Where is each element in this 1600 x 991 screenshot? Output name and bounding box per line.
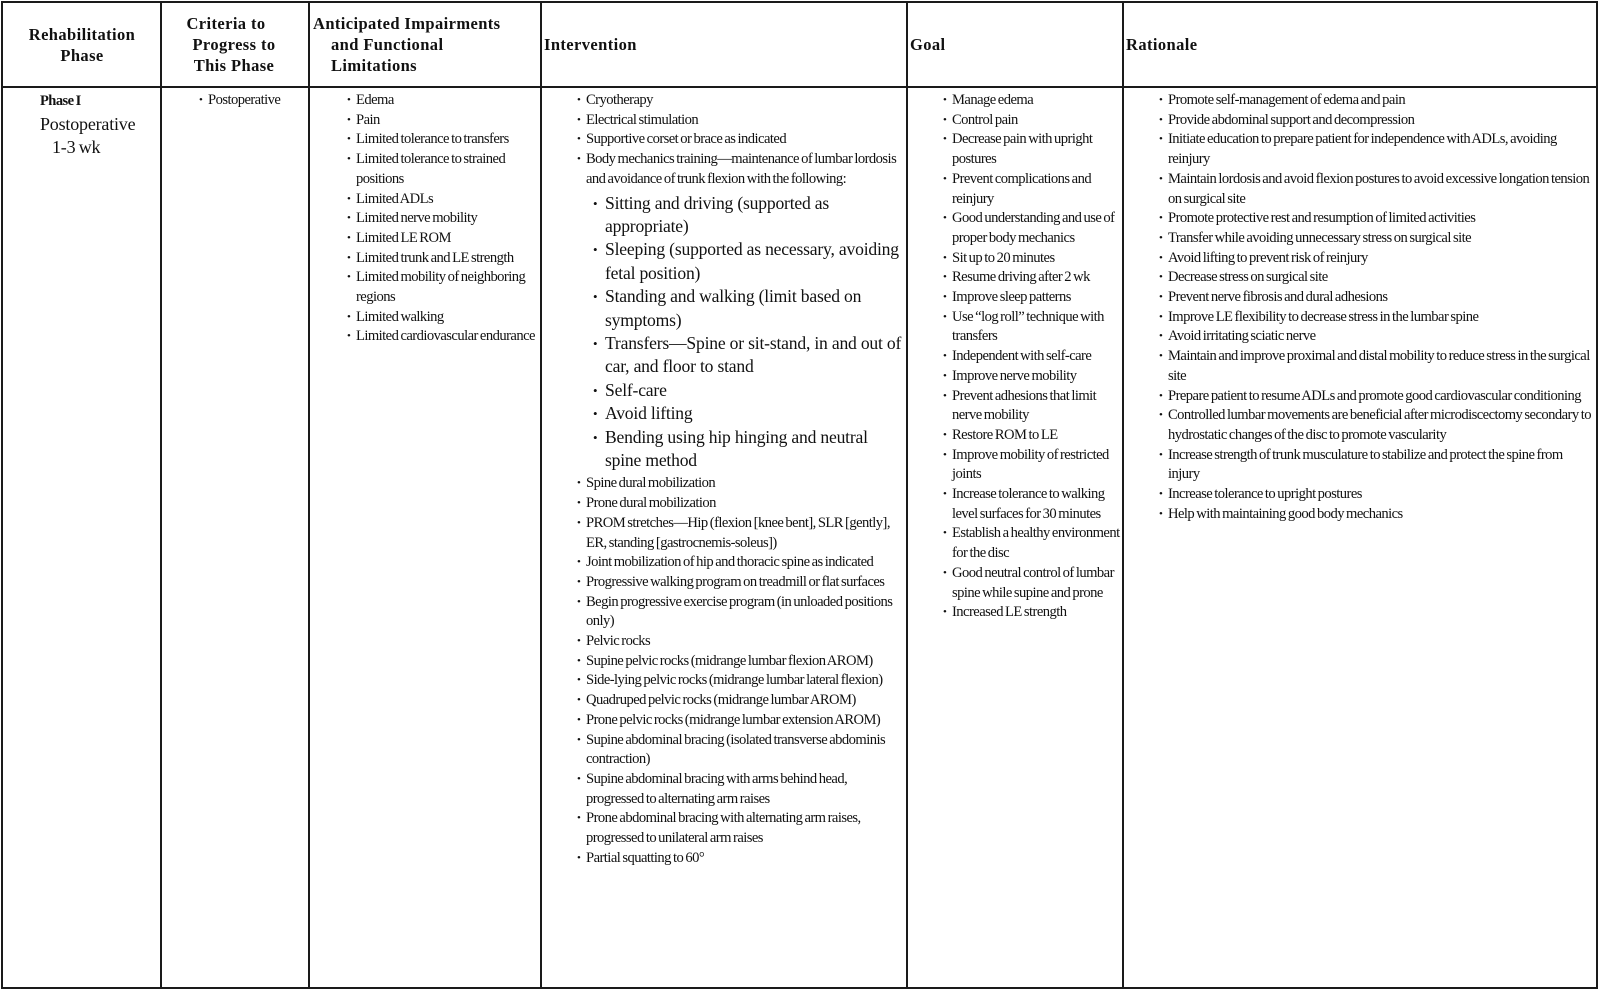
- rationale-item: • Increase strength of trunk musculature to stabilize and protect the spine from injury: [1159, 446, 1595, 485]
- impairment-item: • Limited nerve mobility: [347, 209, 539, 229]
- rehab-protocol-table: [1, 1, 1598, 989]
- rationale-cell: [1159, 91, 1595, 987]
- goal-item: • Decrease pain with upright postures: [943, 130, 1121, 169]
- rationale-item: • Improve LE flexibility to decrease stress in the lumbar spine: [1159, 308, 1595, 328]
- goal-item: • Increased LE strength: [943, 603, 1121, 623]
- header-line: Phase: [60, 45, 104, 65]
- impairment-item: • Limited tolerance to strained positions: [347, 150, 539, 189]
- impairment-item: • Limited mobility of neighboring regions: [347, 268, 539, 307]
- criteria-list: [199, 91, 307, 111]
- goal-item: • Improve sleep patterns: [943, 288, 1121, 308]
- rationale-item: • Maintain lordosis and avoid flexion postures to avoid excessive longation tension on surgical site: [1159, 170, 1595, 209]
- header-rehabilitation-phase: [7, 3, 157, 86]
- rationale-item: • Increase tolerance to upright postures: [1159, 485, 1595, 505]
- header-criteria: [163, 3, 305, 86]
- rationale-item: • Maintain and improve proximal and distal mobility to reduce stress in the surgical site: [1159, 347, 1595, 386]
- header-line: This Phase: [193, 56, 275, 75]
- intervention-item: • Prone dural mobilization: [577, 494, 905, 514]
- rationale-item: • Avoid lifting to prevent risk of reinjury: [1159, 249, 1595, 269]
- header-line: Anticipated Impairments: [313, 14, 501, 33]
- intervention-item: • Side-lying pelvic rocks (midrange lumbar lateral flexion): [577, 671, 905, 691]
- intervention-item: • Pelvic rocks: [577, 632, 905, 652]
- header-impairments: [313, 3, 539, 86]
- goal-item: • Increase tolerance to walking level surfaces for 30 minutes: [943, 485, 1121, 524]
- goal-item: • Prevent adhesions that limit nerve mobility: [943, 387, 1121, 426]
- criteria-cell: [199, 91, 307, 987]
- intervention-subitem: • Bending using hip hinging and neutral spine method: [593, 426, 905, 473]
- goal-item: • Sit up to 20 minutes: [943, 249, 1121, 269]
- intervention-subitem: • Sitting and driving (supported as appropriate): [593, 192, 905, 239]
- intervention-item: • Begin progressive exercise program (in unloaded positions only): [577, 593, 905, 632]
- intervention-item: • Progressive walking program on treadmill or flat surfaces: [577, 573, 905, 593]
- header-line: Limitations: [331, 56, 417, 75]
- phase-duration: 1-3 wk: [52, 137, 101, 157]
- phase-cell: [40, 91, 158, 987]
- rationale-item: • Initiate education to prepare patient for independence with ADLs, avoiding reinjury: [1159, 130, 1595, 169]
- goal-item: • Control pain: [943, 111, 1121, 131]
- phase-title: Phase I: [40, 93, 81, 109]
- impairment-item: • Limited cardiovascular endurance: [347, 327, 539, 347]
- intervention-item: • Quadruped pelvic rocks (midrange lumbar AROM): [577, 691, 905, 711]
- rationale-item: • Help with maintaining good body mechanics: [1159, 505, 1595, 525]
- intervention-item: • Prone abdominal bracing with alternating arm raises, progressed to unilateral arm raises: [577, 809, 905, 848]
- column-divider: [160, 3, 162, 987]
- rationale-item: • Controlled lumbar movements are beneficial after microdiscectomy secondary to hydrostatic changes of the disc to promote vascularity: [1159, 406, 1595, 445]
- intervention-item: • Supportive corset or brace as indicated: [577, 130, 905, 150]
- intervention-item: • Supine pelvic rocks (midrange lumbar flexion AROM): [577, 652, 905, 672]
- goal-item: • Good understanding and use of proper body mechanics: [943, 209, 1121, 248]
- goal-list: [943, 91, 1121, 623]
- rationale-item: • Avoid irritating sciatic nerve: [1159, 327, 1595, 347]
- impairment-item: • Limited ADLs: [347, 190, 539, 210]
- intervention-cell: [577, 91, 905, 987]
- header-label: Rationale: [1126, 35, 1198, 54]
- impairments-list: [347, 91, 539, 347]
- column-divider: [906, 3, 908, 987]
- intervention-list-continued: [577, 474, 905, 868]
- header-goal: [910, 3, 1110, 86]
- goal-item: • Independent with self-care: [943, 347, 1121, 367]
- header-label: Goal: [910, 35, 946, 54]
- rationale-item: • Prevent nerve fibrosis and dural adhesions: [1159, 288, 1595, 308]
- header-line: Criteria to: [186, 14, 266, 33]
- goal-item: • Improve mobility of restricted joints: [943, 446, 1121, 485]
- intervention-item: • Cryotherapy: [577, 91, 905, 111]
- column-divider: [540, 3, 542, 987]
- impairment-item: • Limited LE ROM: [347, 229, 539, 249]
- goal-item: • Establish a healthy environment for the disc: [943, 524, 1121, 563]
- criteria-item: • Postoperative: [199, 91, 307, 111]
- impairment-item: • Pain: [347, 111, 539, 131]
- goal-item: • Restore ROM to LE: [943, 426, 1121, 446]
- intervention-item: • Partial squatting to 60°: [577, 849, 905, 869]
- rationale-item: • Prepare patient to resume ADLs and promote good cardiovascular conditioning: [1159, 387, 1595, 407]
- goal-item: • Prevent complications and reinjury: [943, 170, 1121, 209]
- phase-description: [40, 113, 158, 159]
- header-intervention: [544, 3, 844, 86]
- rationale-item: • Provide abdominal support and decompression: [1159, 111, 1595, 131]
- header-line: and Functional: [331, 35, 444, 54]
- impairment-item: • Edema: [347, 91, 539, 111]
- intervention-item: • Supine abdominal bracing with arms behind head, progressed to alternating arm raises: [577, 770, 905, 809]
- impairments-cell: [347, 91, 539, 987]
- intervention-item: • Electrical stimulation: [577, 111, 905, 131]
- phase-name: Postoperative: [40, 114, 136, 134]
- column-divider: [308, 3, 310, 987]
- header-line: Rehabilitation: [28, 24, 136, 44]
- intervention-item: • Spine dural mobilization: [577, 474, 905, 494]
- intervention-subitem: • Sleeping (supported as necessary, avoiding fetal position): [593, 238, 905, 285]
- intervention-subitem: • Standing and walking (limit based on symptoms): [593, 285, 905, 332]
- rationale-item: • Decrease stress on surgical site: [1159, 268, 1595, 288]
- intervention-subitem: • Self-care: [593, 379, 905, 402]
- impairment-item: • Limited trunk and LE strength: [347, 249, 539, 269]
- goal-cell: [943, 91, 1121, 987]
- rationale-list: [1159, 91, 1595, 524]
- intervention-item: • Body mechanics training—maintenance of lumbar lordosis and avoidance of trunk flexion with the following:: [577, 150, 905, 189]
- header-line: Progress to: [192, 35, 276, 54]
- intervention-item: • Joint mobilization of hip and thoracic spine as indicated: [577, 553, 905, 573]
- impairment-item: • Limited tolerance to transfers: [347, 130, 539, 150]
- header-label: Intervention: [544, 35, 637, 54]
- goal-item: • Manage edema: [943, 91, 1121, 111]
- impairment-item: • Limited walking: [347, 308, 539, 328]
- goal-item: • Good neutral control of lumbar spine while supine and prone: [943, 564, 1121, 603]
- rationale-item: • Promote self-management of edema and pain: [1159, 91, 1595, 111]
- goal-item: • Use “log roll” technique with transfers: [943, 308, 1121, 347]
- intervention-list: [577, 91, 905, 190]
- intervention-subitem: • Transfers—Spine or sit-stand, in and out of car, and floor to stand: [593, 332, 905, 379]
- rationale-item: • Promote protective rest and resumption of limited activities: [1159, 209, 1595, 229]
- column-divider: [1122, 3, 1124, 987]
- intervention-subitem: • Avoid lifting: [593, 402, 905, 425]
- intervention-item: • Prone pelvic rocks (midrange lumbar extension AROM): [577, 711, 905, 731]
- header-rationale: [1126, 3, 1426, 86]
- intervention-item: • PROM stretches—Hip (flexion [knee bent], SLR [gently], ER, standing [gastrocnemis-soleus]): [577, 514, 905, 553]
- goal-item: • Improve nerve mobility: [943, 367, 1121, 387]
- rationale-item: • Transfer while avoiding unnecessary stress on surgical site: [1159, 229, 1595, 249]
- intervention-sublist: [593, 192, 905, 473]
- intervention-item: • Supine abdominal bracing (isolated transverse abdominis contraction): [577, 731, 905, 770]
- goal-item: • Resume driving after 2 wk: [943, 268, 1121, 288]
